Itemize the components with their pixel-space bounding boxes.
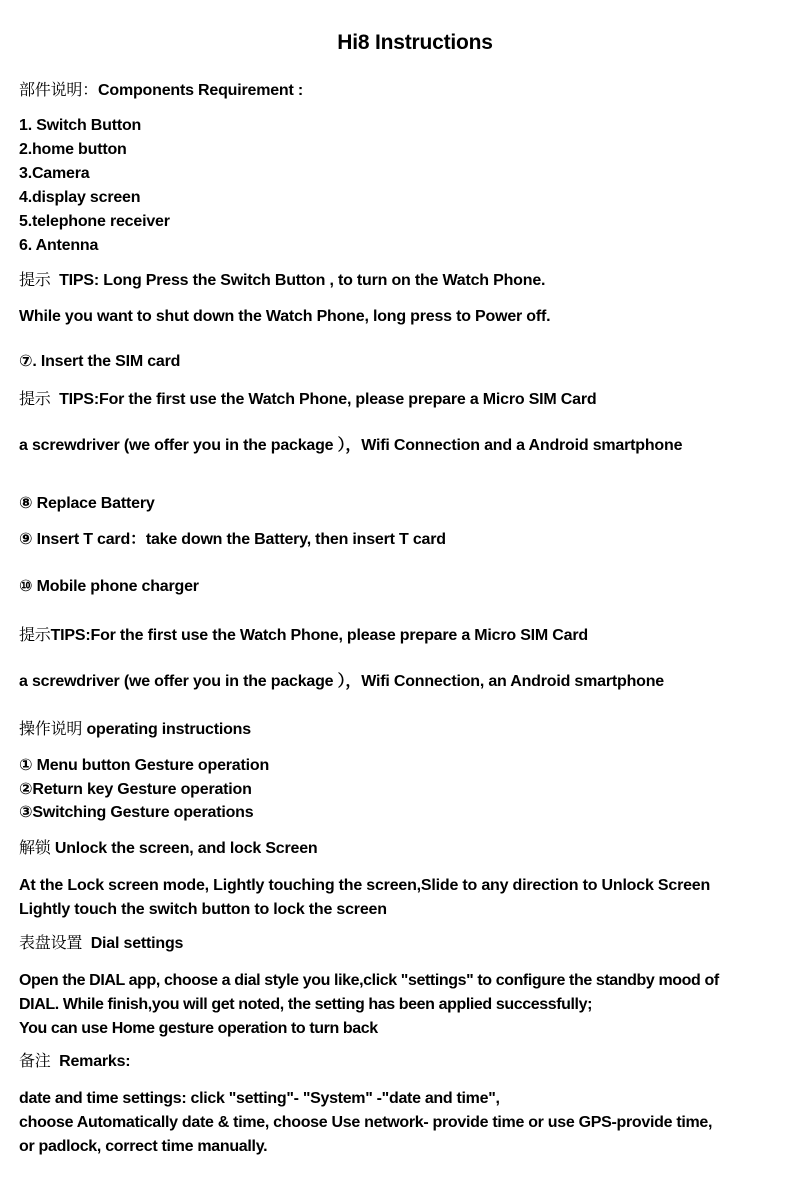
components-heading-en: Components Requirement : [98, 82, 304, 99]
tips-label-cn: 提示 [19, 270, 51, 289]
sim-heading: ⑦. Insert the SIM card [19, 353, 181, 370]
remarks-line: or padlock, correct time manually. [19, 1138, 268, 1155]
sim-tips [19, 389, 596, 410]
tips-label-cn: 提示 [19, 389, 51, 408]
dial-line: DIAL. While finish,you will get noted, the setting has been applied successfully; [19, 996, 593, 1013]
list-item: ②Return key Gesture operation [19, 780, 252, 798]
remarks-body [19, 1087, 712, 1159]
components-heading [19, 80, 303, 101]
charger-requirements: a screwdriver (we offer you in the package ），Wifi Connection, an Android smartphone [19, 673, 664, 690]
operating-list [19, 754, 269, 825]
list-item: 2.home button [19, 141, 127, 158]
operating-heading-cn: 操作说明 [19, 719, 83, 738]
components-heading-cn: 部件说明： [19, 80, 99, 99]
dial-heading-cn: 表盘设置 [19, 933, 83, 952]
unlock-line: Lightly touch the switch button to lock the screen [19, 901, 387, 918]
tips-power-on [19, 270, 545, 291]
list-item: 5.telephone receiver [19, 213, 170, 230]
unlock-heading [19, 838, 318, 859]
list-item: 4.display screen [19, 189, 141, 206]
remarks-line: choose Automatically date & time, choose Use network- provide time or use GPS-provide time, [19, 1114, 713, 1131]
charger-heading: ⑩ Mobile phone charger [19, 578, 199, 595]
tips-power-on-text: TIPS: Long Press the Switch Button , to turn on the Watch Phone. [59, 272, 546, 289]
operating-heading-en: operating instructions [86, 721, 251, 738]
sim-requirements: a screwdriver (we offer you in the package ），Wifi Connection and a Android smartphone [19, 437, 683, 454]
unlock-line: At the Lock screen mode, Lightly touching the screen,Slide to any direction to Unlock Screen [19, 877, 711, 894]
dial-heading [19, 933, 183, 954]
charger-tips [19, 625, 588, 646]
battery-heading: ⑧ Replace Battery [19, 495, 155, 512]
dial-line: Open the DIAL app, choose a dial style you like,click "settings" to configure the standby mood of [19, 972, 719, 989]
dial-body [19, 969, 719, 1041]
sim-tips-text: TIPS:For the first use the Watch Phone, please prepare a Micro SIM Card [59, 391, 597, 408]
list-item: ③Switching Gesture operations [19, 804, 254, 821]
list-item: 1. Switch Button [19, 117, 142, 134]
dial-heading-en: Dial settings [90, 935, 184, 952]
unlock-heading-en: Unlock the screen, and lock Screen [54, 840, 318, 857]
remarks-heading [19, 1051, 130, 1072]
remarks-heading-en: Remarks: [59, 1053, 131, 1070]
tcard-heading: ⑨ Insert T card：take down the Battery, then insert T card [19, 531, 446, 548]
dial-line: You can use Home gesture operation to turn back [19, 1020, 378, 1037]
remarks-line: date and time settings: click "setting"- "System" -"date and time", [19, 1090, 500, 1107]
unlock-body [19, 874, 710, 922]
unlock-heading-cn: 解锁 [19, 838, 51, 857]
list-item: 3.Camera [19, 165, 90, 182]
operating-heading [19, 719, 251, 740]
tips-label-cn: 提示 [19, 625, 51, 644]
list-item: 6. Antenna [19, 237, 99, 254]
list-item: ① Menu button Gesture operation [19, 757, 270, 774]
remarks-heading-cn: 备注 [19, 1051, 51, 1070]
tips-power-off: While you want to shut down the Watch Phone, long press to Power off. [19, 308, 551, 325]
components-list [19, 114, 170, 258]
page-title: Hi8 Instructions [337, 31, 493, 54]
charger-tips-text: TIPS:For the first use the Watch Phone, please prepare a Micro SIM Card [50, 627, 588, 644]
